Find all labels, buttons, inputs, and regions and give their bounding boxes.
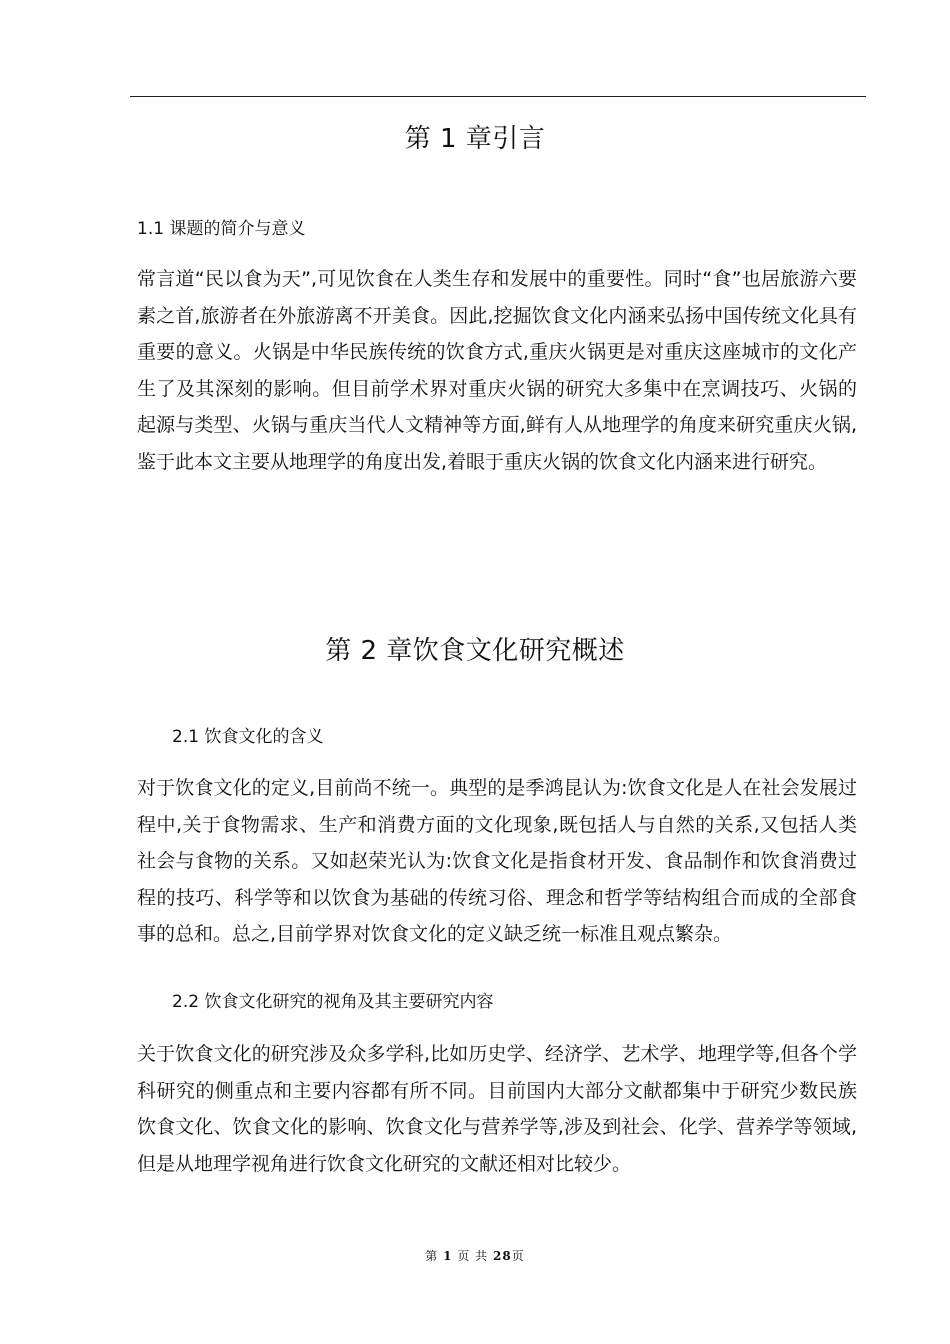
section-2-2-heading: 2.2 饮食文化研究的视角及其主要研究内容 [172, 992, 494, 1012]
section-2-2-paragraph: 关于饮食文化的研究涉及众多学科,比如历史学、经济学、艺术学、地理学等,但各个学科研究的侧重点和主要内容都有所不同。目前国内大部分文献都集中于研究少数民族饮食文化、饮食文化的影响、饮食文化与营养学等,涉及到社会、化学、营养学等领域,但是从地理学视角进行饮食文化研究的文献还相对比较少。 [137, 1043, 857, 1175]
footer-prefix: 第 [425, 1249, 439, 1263]
chapter-2-title: 第 2 章饮食文化研究概述 [325, 636, 625, 666]
footer-middle: 页 共 [457, 1249, 489, 1263]
footer-suffix: 页 [511, 1249, 525, 1263]
section-2-1-paragraph: 对于饮食文化的定义,目前尚不统一。典型的是季鸿昆认为:饮食文化是人在社会发展过程中,关于食物需求、生产和消费方面的文化现象,既包括人与自然的关系,又包括人类社会与食物的关系。又如赵荣光认为:饮食文化是指食材开发、食品制作和饮食消费过程的技巧、科学等和以饮食为基础的传统习俗、理念和哲学等结构组合而成的全部食事的总和。总之,目前学界对饮食文化的定义缺乏统一标准且观点繁杂。 [137, 777, 857, 945]
footer-total-pages: 28 [492, 1249, 512, 1263]
chapter-1-title: 第 1 章引言 [404, 124, 546, 154]
section-2-1-heading: 2.1 饮食文化的含义 [172, 727, 324, 747]
page-footer [0, 1247, 950, 1264]
footer-current-page: 1 [443, 1249, 453, 1263]
section-1-1-heading: 1.1 课题的简介与意义 [137, 219, 306, 239]
section-1-1-paragraph: 常言道“民以食为天”,可见饮食在人类生存和发展中的重要性。同时“食”也居旅游六要素之首,旅游者在外旅游离不开美食。因此,挖掘饮食文化内涵来弘扬中国传统文化具有重要的意义。火锅是中华民族传统的饮食方式,重庆火锅更是对重庆这座城市的文化产生了及其深刻的影响。但目前学术界对重庆火锅的研究大多集中在烹调技巧、火锅的起源与类型、火锅与重庆当代人文精神等方面,鲜有人从地理学的角度来研究重庆火锅,鉴于此本文主要从地理学的角度出发,着眼于重庆火锅的饮食文化内涵来进行研究。 [137, 268, 857, 473]
header-rule [130, 96, 866, 97]
